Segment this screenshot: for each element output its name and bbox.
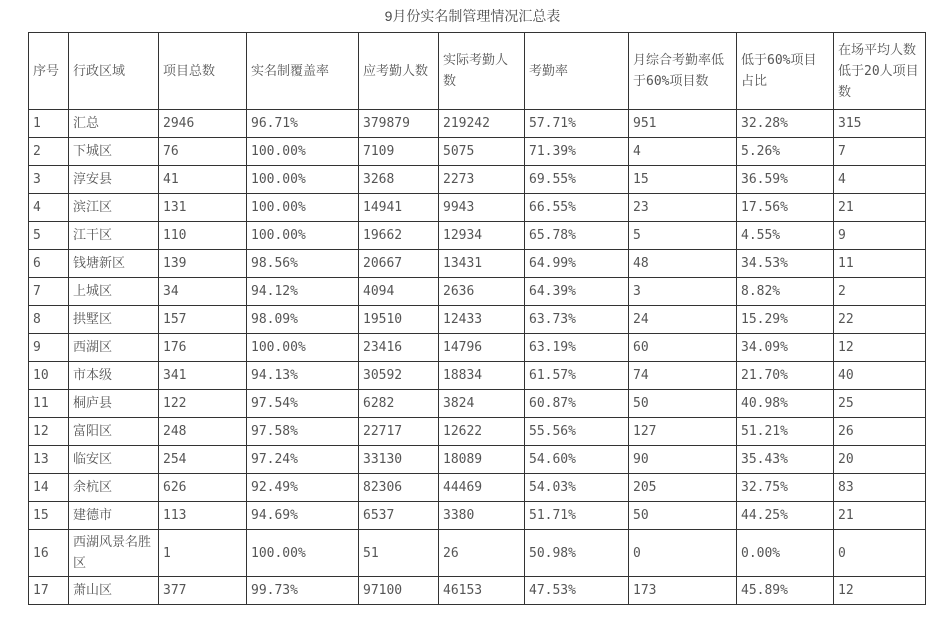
table-cell: 23 [629, 194, 737, 222]
table-cell: 15 [29, 502, 69, 530]
table-cell: 64.99% [525, 250, 629, 278]
summary-table [28, 32, 926, 605]
table-cell: 14796 [439, 334, 525, 362]
table-cell: 176 [159, 334, 247, 362]
table-cell: 1 [29, 110, 69, 138]
table-cell: 淳安县 [69, 166, 159, 194]
column-header: 序号 [29, 33, 69, 110]
table-cell: 4 [29, 194, 69, 222]
table-cell: 3268 [359, 166, 439, 194]
table-cell: 2 [29, 138, 69, 166]
table-cell: 26 [834, 418, 926, 446]
table-cell: 10 [29, 362, 69, 390]
table-cell: 51 [359, 530, 439, 577]
column-header: 月综合考勤率低于60%项目数 [629, 33, 737, 110]
table-cell: 富阳区 [69, 418, 159, 446]
table-cell: 50 [629, 390, 737, 418]
table-cell: 5075 [439, 138, 525, 166]
table-cell: 97.54% [247, 390, 359, 418]
table-cell: 21 [834, 194, 926, 222]
table-cell: 21.70% [737, 362, 834, 390]
table-cell: 7 [834, 138, 926, 166]
table-cell: 11 [834, 250, 926, 278]
table-cell: 63.73% [525, 306, 629, 334]
table-cell: 34.53% [737, 250, 834, 278]
table-cell: 113 [159, 502, 247, 530]
table-body [29, 110, 926, 605]
table-cell: 46153 [439, 577, 525, 605]
table-cell: 51.71% [525, 502, 629, 530]
table-cell: 4 [629, 138, 737, 166]
table-cell: 97.58% [247, 418, 359, 446]
table-cell: 94.69% [247, 502, 359, 530]
table-cell: 13431 [439, 250, 525, 278]
table-cell: 44.25% [737, 502, 834, 530]
table-cell: 315 [834, 110, 926, 138]
table-cell: 122 [159, 390, 247, 418]
table-cell: 100.00% [247, 138, 359, 166]
table-cell: 100.00% [247, 334, 359, 362]
table-cell: 12 [834, 577, 926, 605]
table-cell: 12 [29, 418, 69, 446]
table-cell: 33130 [359, 446, 439, 474]
table-cell: 15 [629, 166, 737, 194]
table-cell: 6282 [359, 390, 439, 418]
table-cell: 131 [159, 194, 247, 222]
table-cell: 41 [159, 166, 247, 194]
table-cell: 57.71% [525, 110, 629, 138]
table-cell: 30592 [359, 362, 439, 390]
table-cell: 0.00% [737, 530, 834, 577]
table-cell: 96.71% [247, 110, 359, 138]
table-cell: 17 [29, 577, 69, 605]
table-cell: 40 [834, 362, 926, 390]
table-cell: 8.82% [737, 278, 834, 306]
table-cell: 6 [29, 250, 69, 278]
table-cell: 7109 [359, 138, 439, 166]
table-cell: 951 [629, 110, 737, 138]
table-row [29, 390, 926, 418]
table-cell: 9943 [439, 194, 525, 222]
table-cell: 173 [629, 577, 737, 605]
table-cell: 71.39% [525, 138, 629, 166]
table-cell: 34 [159, 278, 247, 306]
column-header: 行政区域 [69, 33, 159, 110]
table-cell: 21 [834, 502, 926, 530]
table-row [29, 577, 926, 605]
header-row [29, 33, 926, 110]
table-cell: 19662 [359, 222, 439, 250]
table-cell: 626 [159, 474, 247, 502]
column-header: 项目总数 [159, 33, 247, 110]
table-cell: 18834 [439, 362, 525, 390]
table-row [29, 222, 926, 250]
table-cell: 8 [29, 306, 69, 334]
table-cell: 44469 [439, 474, 525, 502]
table-cell: 余杭区 [69, 474, 159, 502]
table-cell: 7 [29, 278, 69, 306]
table-cell: 4 [834, 166, 926, 194]
table-row [29, 166, 926, 194]
table-cell: 99.73% [247, 577, 359, 605]
table-cell: 47.53% [525, 577, 629, 605]
table-cell: 54.03% [525, 474, 629, 502]
page-title: 9月份实名制管理情况汇总表 [384, 8, 561, 24]
table-cell: 66.55% [525, 194, 629, 222]
table-cell: 0 [629, 530, 737, 577]
table-cell: 11 [29, 390, 69, 418]
table-cell: 5.26% [737, 138, 834, 166]
table-cell: 3 [29, 166, 69, 194]
table-cell: 西湖区 [69, 334, 159, 362]
table-cell: 2636 [439, 278, 525, 306]
table-cell: 205 [629, 474, 737, 502]
table-cell: 20667 [359, 250, 439, 278]
table-cell: 建德市 [69, 502, 159, 530]
table-cell: 18089 [439, 446, 525, 474]
table-cell: 22717 [359, 418, 439, 446]
table-cell: 市本级 [69, 362, 159, 390]
table-cell: 92.49% [247, 474, 359, 502]
table-cell: 26 [439, 530, 525, 577]
table-cell: 20 [834, 446, 926, 474]
table-row [29, 502, 926, 530]
table-cell: 下城区 [69, 138, 159, 166]
table-cell: 2273 [439, 166, 525, 194]
table-cell: 127 [629, 418, 737, 446]
table-row [29, 110, 926, 138]
table-cell: 3380 [439, 502, 525, 530]
table-cell: 14 [29, 474, 69, 502]
table-cell: 55.56% [525, 418, 629, 446]
table-cell: 西湖风景名胜区 [69, 530, 159, 577]
table-cell: 3 [629, 278, 737, 306]
table-row [29, 306, 926, 334]
table-cell: 48 [629, 250, 737, 278]
table-cell: 63.19% [525, 334, 629, 362]
table-cell: 5 [29, 222, 69, 250]
table-cell: 23416 [359, 334, 439, 362]
table-cell: 0 [834, 530, 926, 577]
table-cell: 40.98% [737, 390, 834, 418]
table-row [29, 334, 926, 362]
table-cell: 32.28% [737, 110, 834, 138]
table-cell: 12934 [439, 222, 525, 250]
table-cell: 12622 [439, 418, 525, 446]
table-cell: 9 [834, 222, 926, 250]
table-cell: 51.21% [737, 418, 834, 446]
table-cell: 100.00% [247, 530, 359, 577]
table-cell: 69.55% [525, 166, 629, 194]
table-cell: 16 [29, 530, 69, 577]
table-cell: 254 [159, 446, 247, 474]
table-cell: 5 [629, 222, 737, 250]
table-cell: 6537 [359, 502, 439, 530]
table-cell: 379879 [359, 110, 439, 138]
table-cell: 100.00% [247, 194, 359, 222]
table-cell: 97.24% [247, 446, 359, 474]
table-cell: 219242 [439, 110, 525, 138]
table-cell: 74 [629, 362, 737, 390]
table-cell: 1 [159, 530, 247, 577]
table-cell: 157 [159, 306, 247, 334]
table-row [29, 138, 926, 166]
table-row [29, 446, 926, 474]
table-cell: 9 [29, 334, 69, 362]
table-cell: 拱墅区 [69, 306, 159, 334]
table-cell: 341 [159, 362, 247, 390]
table-cell: 22 [834, 306, 926, 334]
table-cell: 桐庐县 [69, 390, 159, 418]
table-row [29, 418, 926, 446]
table-row [29, 362, 926, 390]
table-cell: 13 [29, 446, 69, 474]
table-cell: 98.56% [247, 250, 359, 278]
table-cell: 76 [159, 138, 247, 166]
table-cell: 83 [834, 474, 926, 502]
column-header: 低于60%项目占比 [737, 33, 834, 110]
table-cell: 82306 [359, 474, 439, 502]
table-cell: 滨江区 [69, 194, 159, 222]
table-cell: 60.87% [525, 390, 629, 418]
column-header: 实际考勤人数 [439, 33, 525, 110]
table-cell: 100.00% [247, 222, 359, 250]
table-cell: 377 [159, 577, 247, 605]
table-cell: 25 [834, 390, 926, 418]
table-cell: 4.55% [737, 222, 834, 250]
table-cell: 54.60% [525, 446, 629, 474]
table-cell: 江干区 [69, 222, 159, 250]
table-cell: 17.56% [737, 194, 834, 222]
table-row [29, 278, 926, 306]
table-cell: 90 [629, 446, 737, 474]
table-cell: 61.57% [525, 362, 629, 390]
table-cell: 24 [629, 306, 737, 334]
table-row [29, 474, 926, 502]
table-cell: 248 [159, 418, 247, 446]
table-cell: 2 [834, 278, 926, 306]
table-cell: 50 [629, 502, 737, 530]
column-header: 在场平均人数低于20人项目数 [834, 33, 926, 110]
table-cell: 12 [834, 334, 926, 362]
table-cell: 4094 [359, 278, 439, 306]
table-cell: 139 [159, 250, 247, 278]
table-cell: 94.13% [247, 362, 359, 390]
table-cell: 萧山区 [69, 577, 159, 605]
table-cell: 36.59% [737, 166, 834, 194]
table-cell: 2946 [159, 110, 247, 138]
table-cell: 钱塘新区 [69, 250, 159, 278]
table-row [29, 194, 926, 222]
column-header: 应考勤人数 [359, 33, 439, 110]
table-cell: 35.43% [737, 446, 834, 474]
table-cell: 14941 [359, 194, 439, 222]
table-cell: 汇总 [69, 110, 159, 138]
table-cell: 94.12% [247, 278, 359, 306]
column-header: 考勤率 [525, 33, 629, 110]
table-cell: 45.89% [737, 577, 834, 605]
table-row [29, 530, 926, 577]
table-cell: 19510 [359, 306, 439, 334]
table-cell: 15.29% [737, 306, 834, 334]
column-header: 实名制覆盖率 [247, 33, 359, 110]
table-cell: 34.09% [737, 334, 834, 362]
table-cell: 98.09% [247, 306, 359, 334]
table-cell: 110 [159, 222, 247, 250]
table-cell: 3824 [439, 390, 525, 418]
table-cell: 100.00% [247, 166, 359, 194]
table-cell: 60 [629, 334, 737, 362]
table-cell: 64.39% [525, 278, 629, 306]
table-cell: 12433 [439, 306, 525, 334]
table-cell: 上城区 [69, 278, 159, 306]
table-cell: 97100 [359, 577, 439, 605]
table-cell: 50.98% [525, 530, 629, 577]
table-cell: 32.75% [737, 474, 834, 502]
table-cell: 临安区 [69, 446, 159, 474]
table-cell: 65.78% [525, 222, 629, 250]
table-row [29, 250, 926, 278]
